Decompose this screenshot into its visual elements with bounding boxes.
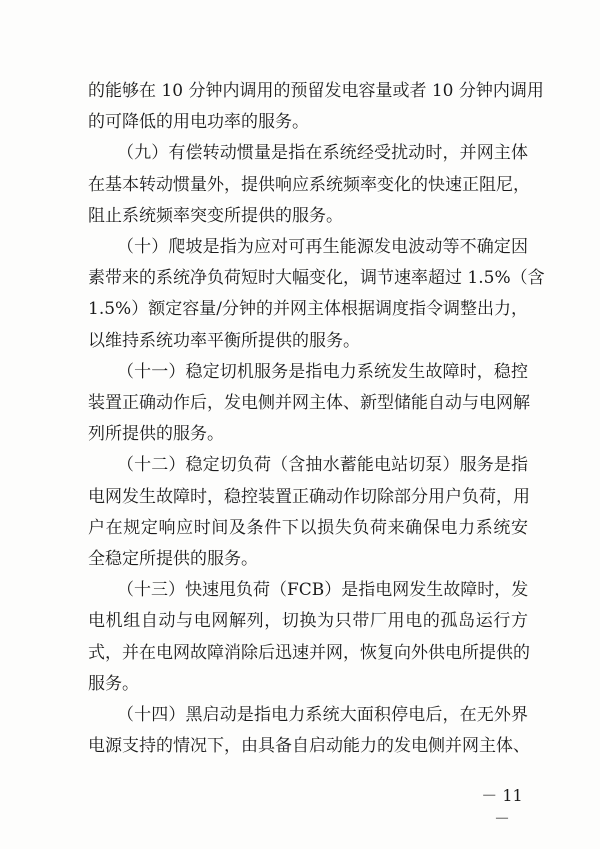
text-line: （十一）稳定切机服务是指电力系统发生故障时，稳控 [117,361,528,382]
text-line: 阻止系统频率突变所提供的服务。 [88,205,343,226]
text-line: 电网发生故障时，稳控装置正确动作切除部分用户负荷，用 [88,486,530,507]
text-line: 以维持系统功率平衡所提供的服务。 [88,330,360,351]
text-line: 服务。 [88,673,139,694]
text-line: 素带来的系统净负荷短时大幅变化，调节速率超过 1.5%（含 [88,268,545,289]
text-line: 在基本转动惯量外，提供响应系统频率变化的快速正阻尼， [88,174,530,195]
text-line: （十四）黑启动是指电力系统大面积停电后，在无外界 [117,705,528,725]
text-line: 户在规定响应时间及条件下以损失负荷来确保电力系统安 [88,517,528,538]
text-line: 1.5%）额定容量/分钟的并网主体根据调度指令调整出力， [88,299,528,320]
text-line: 全稳定所提供的服务。 [88,549,258,569]
text-line: （十二）稳定切负荷（含抽水蓄能电站切泵）服务是指 [117,455,528,476]
text-line: 的可降低的用电功率的服务。 [88,112,309,133]
text-line: （九）有偿转动惯量是指在系统经受扰动时，并网主体 [117,143,528,164]
text-line: 式，并在电网故障消除后迅速并网，恢复向外供电所提供的 [88,642,530,663]
text-line: 电机组自动与电网解列，切换为只带厂用电的孤岛运行方 [88,611,528,632]
text-line: 列所提供的服务。 [88,424,224,445]
text-line: 装置正确动作后，发电侧并网主体、新型储能自动与电网解 [88,393,530,413]
text-line: 的能够在 10 分钟内调用的预留发电容量或者 10 分钟内调用 [88,81,544,101]
page-number: － 11 － [481,786,523,828]
text-line: 电源支持的情况下，由具备自启动能力的发电侧并网主体、 [88,736,530,757]
text-line: （十三）快速甩负荷（FCB）是指电网发生故障时，发 [117,580,529,601]
text-line: （十）爬坡是指为应对可再生能源发电波动等不确定因 [117,237,528,257]
